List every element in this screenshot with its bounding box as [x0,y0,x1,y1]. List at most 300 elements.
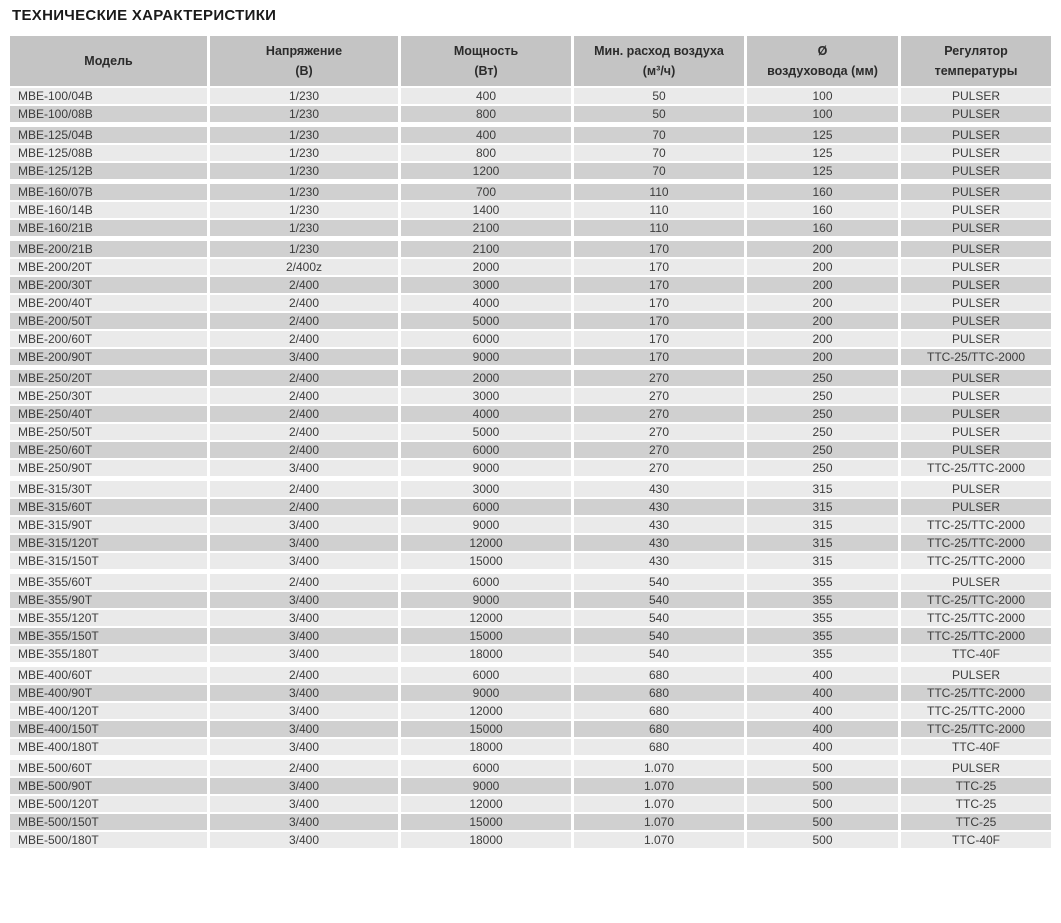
cell-model: MBE-200/21B [10,241,207,257]
cell-model: MBE-200/50T [10,313,207,329]
cell-airflow: 1.070 [574,760,744,776]
cell-model: MBE-500/150T [10,814,207,830]
header-label: Ø [817,44,828,58]
cell-airflow: 170 [574,295,744,311]
cell-duct: 315 [747,553,898,569]
table-row [10,241,1051,257]
cell-power: 5000 [401,424,571,440]
cell-regulator: PULSER [901,106,1051,122]
cell-regulator: PULSER [901,406,1051,422]
cell-airflow: 680 [574,667,744,683]
cell-model: MBE-125/12B [10,163,207,179]
table-row [10,424,1051,440]
cell-airflow: 680 [574,721,744,737]
cell-regulator: TTC-25/TTC-2000 [901,685,1051,701]
cell-voltage: 2/400 [210,313,398,329]
cell-duct: 160 [747,202,898,218]
cell-power: 12000 [401,796,571,812]
cell-power: 5000 [401,313,571,329]
cell-airflow: 70 [574,127,744,143]
cell-power: 2000 [401,259,571,275]
cell-regulator: PULSER [901,220,1051,236]
cell-model: MBE-125/04B [10,127,207,143]
table-body [10,88,1051,848]
header-label: (м³/ч) [642,64,676,78]
cell-airflow: 1.070 [574,778,744,794]
cell-model: MBE-355/90T [10,592,207,608]
cell-power: 800 [401,145,571,161]
header-label: Модель [84,54,133,68]
cell-regulator: TTC-25/TTC-2000 [901,460,1051,476]
cell-duct: 100 [747,106,898,122]
cell-regulator: PULSER [901,163,1051,179]
cell-airflow: 170 [574,349,744,365]
cell-voltage: 3/400 [210,796,398,812]
cell-model: MBE-355/120T [10,610,207,626]
table-row [10,646,1051,662]
cell-power: 6000 [401,667,571,683]
cell-power: 2100 [401,220,571,236]
cell-voltage: 2/400 [210,760,398,776]
cell-power: 400 [401,127,571,143]
cell-duct: 400 [747,739,898,755]
cell-power: 4000 [401,295,571,311]
table-row [10,184,1051,200]
cell-power: 3000 [401,388,571,404]
cell-airflow: 1.070 [574,796,744,812]
cell-power: 6000 [401,499,571,515]
cell-power: 3000 [401,277,571,293]
cell-model: MBE-500/120T [10,796,207,812]
model-group [10,667,1051,755]
header-label: (Вт) [474,64,498,78]
cell-airflow: 430 [574,481,744,497]
cell-power: 2100 [401,241,571,257]
cell-duct: 250 [747,406,898,422]
cell-regulator: PULSER [901,241,1051,257]
cell-power: 15000 [401,721,571,737]
cell-regulator: PULSER [901,295,1051,311]
table-row [10,406,1051,422]
cell-regulator: PULSER [901,259,1051,275]
cell-duct: 315 [747,481,898,497]
cell-voltage: 3/400 [210,610,398,626]
cell-regulator: TTC-25/TTC-2000 [901,553,1051,569]
table-row [10,259,1051,275]
cell-duct: 400 [747,721,898,737]
cell-airflow: 170 [574,277,744,293]
table-row [10,721,1051,737]
table-row [10,163,1051,179]
cell-duct: 250 [747,424,898,440]
cell-regulator: TTC-25/TTC-2000 [901,721,1051,737]
header-cell-airflow [574,36,744,86]
cell-regulator: PULSER [901,127,1051,143]
table-row [10,295,1051,311]
cell-voltage: 3/400 [210,553,398,569]
cell-regulator: TTC-25/TTC-2000 [901,703,1051,719]
cell-duct: 200 [747,259,898,275]
cell-voltage: 3/400 [210,778,398,794]
cell-airflow: 110 [574,202,744,218]
cell-model: MBE-200/40T [10,295,207,311]
header-label: воздуховода (мм) [767,64,878,78]
cell-voltage: 2/400 [210,499,398,515]
table-row [10,481,1051,497]
cell-power: 9000 [401,517,571,533]
cell-voltage: 3/400 [210,646,398,662]
cell-voltage: 3/400 [210,832,398,848]
cell-airflow: 540 [574,628,744,644]
header-cell-model [10,36,207,86]
cell-airflow: 270 [574,442,744,458]
cell-model: MBE-100/04B [10,88,207,104]
cell-duct: 200 [747,295,898,311]
cell-regulator: PULSER [901,202,1051,218]
cell-voltage: 1/230 [210,88,398,104]
cell-voltage: 3/400 [210,628,398,644]
table-row [10,592,1051,608]
table-row [10,535,1051,551]
cell-model: MBE-355/150T [10,628,207,644]
cell-voltage: 2/400 [210,424,398,440]
model-group [10,574,1051,662]
cell-voltage: 2/400 [210,667,398,683]
cell-model: MBE-250/60T [10,442,207,458]
cell-duct: 315 [747,535,898,551]
cell-regulator: PULSER [901,313,1051,329]
cell-voltage: 3/400 [210,517,398,533]
cell-voltage: 1/230 [210,106,398,122]
cell-voltage: 1/230 [210,202,398,218]
header-label: Напряжение [265,44,343,58]
cell-regulator: TTC-25/TTC-2000 [901,517,1051,533]
cell-model: MBE-400/90T [10,685,207,701]
cell-voltage: 1/230 [210,163,398,179]
cell-regulator: TTC-40F [901,739,1051,755]
cell-voltage: 2/400 [210,331,398,347]
table-row [10,517,1051,533]
cell-duct: 500 [747,760,898,776]
cell-model: MBE-250/20T [10,370,207,386]
cell-airflow: 430 [574,517,744,533]
header-label: (В) [295,64,313,78]
cell-airflow: 430 [574,499,744,515]
cell-duct: 250 [747,442,898,458]
cell-regulator: PULSER [901,667,1051,683]
table-row [10,127,1051,143]
cell-airflow: 1.070 [574,832,744,848]
table-row [10,145,1051,161]
cell-regulator: PULSER [901,499,1051,515]
cell-voltage: 2/400 [210,388,398,404]
table-row [10,277,1051,293]
cell-duct: 500 [747,796,898,812]
header-label: Мин. расход воздуха [594,44,724,58]
cell-airflow: 680 [574,739,744,755]
cell-model: MBE-250/40T [10,406,207,422]
cell-model: MBE-315/90T [10,517,207,533]
cell-model: MBE-160/14B [10,202,207,218]
cell-model: MBE-400/150T [10,721,207,737]
cell-airflow: 270 [574,460,744,476]
cell-duct: 355 [747,592,898,608]
cell-duct: 125 [747,145,898,161]
table-row [10,553,1051,569]
table-row [10,202,1051,218]
cell-regulator: PULSER [901,277,1051,293]
header-cell-power [401,36,571,86]
cell-model: MBE-125/08B [10,145,207,161]
table-row [10,760,1051,776]
cell-power: 18000 [401,832,571,848]
table-row [10,703,1051,719]
cell-power: 6000 [401,442,571,458]
cell-regulator: TTC-25 [901,814,1051,830]
cell-voltage: 3/400 [210,592,398,608]
cell-model: MBE-400/60T [10,667,207,683]
cell-power: 9000 [401,778,571,794]
header-label: Регулятор [944,44,1008,58]
cell-duct: 250 [747,388,898,404]
cell-regulator: TTC-25/TTC-2000 [901,610,1051,626]
cell-power: 700 [401,184,571,200]
cell-power: 12000 [401,703,571,719]
header-cell-regulator [901,36,1051,86]
table-row [10,370,1051,386]
cell-voltage: 2/400z [210,259,398,275]
cell-airflow: 70 [574,163,744,179]
cell-regulator: PULSER [901,184,1051,200]
cell-regulator: TTC-40F [901,646,1051,662]
cell-voltage: 1/230 [210,184,398,200]
cell-voltage: 2/400 [210,295,398,311]
table-row [10,610,1051,626]
cell-voltage: 3/400 [210,703,398,719]
cell-airflow: 50 [574,106,744,122]
cell-model: MBE-315/150T [10,553,207,569]
cell-regulator: PULSER [901,442,1051,458]
header-label: температуры [934,64,1018,78]
cell-voltage: 3/400 [210,721,398,737]
table-row [10,796,1051,812]
cell-airflow: 270 [574,388,744,404]
cell-airflow: 110 [574,184,744,200]
table-row [10,574,1051,590]
table-row [10,628,1051,644]
cell-airflow: 170 [574,331,744,347]
table-row [10,220,1051,236]
model-group [10,370,1051,476]
cell-power: 15000 [401,553,571,569]
cell-regulator: PULSER [901,88,1051,104]
cell-model: MBE-355/60T [10,574,207,590]
model-group [10,241,1051,365]
cell-regulator: TTC-25 [901,778,1051,794]
table-row [10,499,1051,515]
cell-duct: 250 [747,460,898,476]
cell-voltage: 1/230 [210,241,398,257]
cell-regulator: TTC-25/TTC-2000 [901,349,1051,365]
model-group [10,127,1051,179]
cell-voltage: 2/400 [210,370,398,386]
cell-model: MBE-200/30T [10,277,207,293]
cell-regulator: PULSER [901,331,1051,347]
cell-regulator: PULSER [901,388,1051,404]
model-group [10,184,1051,236]
cell-model: MBE-315/120T [10,535,207,551]
cell-regulator: TTC-25 [901,796,1051,812]
cell-duct: 500 [747,814,898,830]
cell-model: MBE-200/20T [10,259,207,275]
cell-model: MBE-250/90T [10,460,207,476]
cell-duct: 100 [747,88,898,104]
cell-duct: 160 [747,184,898,200]
cell-duct: 250 [747,370,898,386]
cell-airflow: 430 [574,535,744,551]
table-row [10,685,1051,701]
table-row [10,778,1051,794]
cell-power: 3000 [401,481,571,497]
cell-power: 15000 [401,814,571,830]
cell-power: 6000 [401,760,571,776]
cell-duct: 200 [747,349,898,365]
cell-regulator: PULSER [901,481,1051,497]
cell-power: 6000 [401,331,571,347]
cell-regulator: PULSER [901,574,1051,590]
cell-model: MBE-500/90T [10,778,207,794]
cell-airflow: 680 [574,703,744,719]
table-row [10,349,1051,365]
table-row [10,442,1051,458]
cell-power: 9000 [401,349,571,365]
cell-power: 9000 [401,592,571,608]
table-row [10,313,1051,329]
table-row [10,814,1051,830]
cell-model: MBE-200/90T [10,349,207,365]
cell-model: MBE-355/180T [10,646,207,662]
cell-power: 12000 [401,610,571,626]
cell-duct: 355 [747,628,898,644]
cell-duct: 315 [747,517,898,533]
cell-model: MBE-250/50T [10,424,207,440]
cell-power: 18000 [401,739,571,755]
cell-power: 6000 [401,574,571,590]
cell-duct: 160 [747,220,898,236]
cell-airflow: 170 [574,313,744,329]
table-row [10,667,1051,683]
header-cell-voltage [210,36,398,86]
cell-airflow: 540 [574,592,744,608]
cell-duct: 500 [747,832,898,848]
table-row [10,739,1051,755]
cell-airflow: 540 [574,646,744,662]
cell-duct: 200 [747,313,898,329]
table-row [10,88,1051,104]
cell-airflow: 680 [574,685,744,701]
cell-power: 12000 [401,535,571,551]
cell-power: 1200 [401,163,571,179]
header-row [10,36,1051,88]
cell-regulator: PULSER [901,370,1051,386]
cell-model: MBE-250/30T [10,388,207,404]
table-row [10,106,1051,122]
cell-airflow: 270 [574,406,744,422]
cell-voltage: 3/400 [210,460,398,476]
cell-airflow: 1.070 [574,814,744,830]
cell-model: MBE-500/180T [10,832,207,848]
model-group [10,88,1051,122]
cell-duct: 355 [747,574,898,590]
cell-model: MBE-315/60T [10,499,207,515]
cell-voltage: 1/230 [210,127,398,143]
cell-duct: 400 [747,667,898,683]
cell-model: MBE-400/120T [10,703,207,719]
cell-voltage: 2/400 [210,277,398,293]
cell-voltage: 3/400 [210,685,398,701]
cell-voltage: 2/400 [210,574,398,590]
cell-power: 2000 [401,370,571,386]
cell-regulator: TTC-25/TTC-2000 [901,628,1051,644]
cell-duct: 200 [747,331,898,347]
cell-regulator: TTC-40F [901,832,1051,848]
cell-airflow: 70 [574,145,744,161]
cell-voltage: 2/400 [210,406,398,422]
cell-duct: 125 [747,127,898,143]
specs-table [10,36,1051,848]
cell-voltage: 3/400 [210,535,398,551]
cell-model: MBE-160/21B [10,220,207,236]
cell-model: MBE-100/08B [10,106,207,122]
table-row [10,460,1051,476]
cell-duct: 500 [747,778,898,794]
cell-power: 1400 [401,202,571,218]
header-label: Мощность [453,44,519,58]
cell-airflow: 430 [574,553,744,569]
cell-airflow: 540 [574,610,744,626]
cell-duct: 125 [747,163,898,179]
cell-model: MBE-160/07B [10,184,207,200]
cell-power: 15000 [401,628,571,644]
header-cell-duct [747,36,898,86]
cell-duct: 355 [747,610,898,626]
cell-regulator: TTC-25/TTC-2000 [901,592,1051,608]
cell-model: MBE-200/60T [10,331,207,347]
cell-regulator: PULSER [901,760,1051,776]
cell-power: 18000 [401,646,571,662]
cell-duct: 400 [747,685,898,701]
cell-regulator: TTC-25/TTC-2000 [901,535,1051,551]
cell-duct: 200 [747,277,898,293]
cell-regulator: PULSER [901,424,1051,440]
cell-voltage: 1/230 [210,220,398,236]
cell-voltage: 3/400 [210,739,398,755]
page-title: ТЕХНИЧЕСКИЕ ХАРАКТЕРИСТИКИ [12,7,277,24]
cell-regulator: PULSER [901,145,1051,161]
cell-power: 9000 [401,460,571,476]
cell-airflow: 110 [574,220,744,236]
cell-duct: 400 [747,703,898,719]
cell-model: MBE-500/60T [10,760,207,776]
cell-airflow: 270 [574,370,744,386]
cell-voltage: 1/230 [210,145,398,161]
cell-duct: 315 [747,499,898,515]
cell-airflow: 540 [574,574,744,590]
cell-power: 800 [401,106,571,122]
cell-duct: 355 [747,646,898,662]
cell-power: 9000 [401,685,571,701]
cell-duct: 200 [747,241,898,257]
